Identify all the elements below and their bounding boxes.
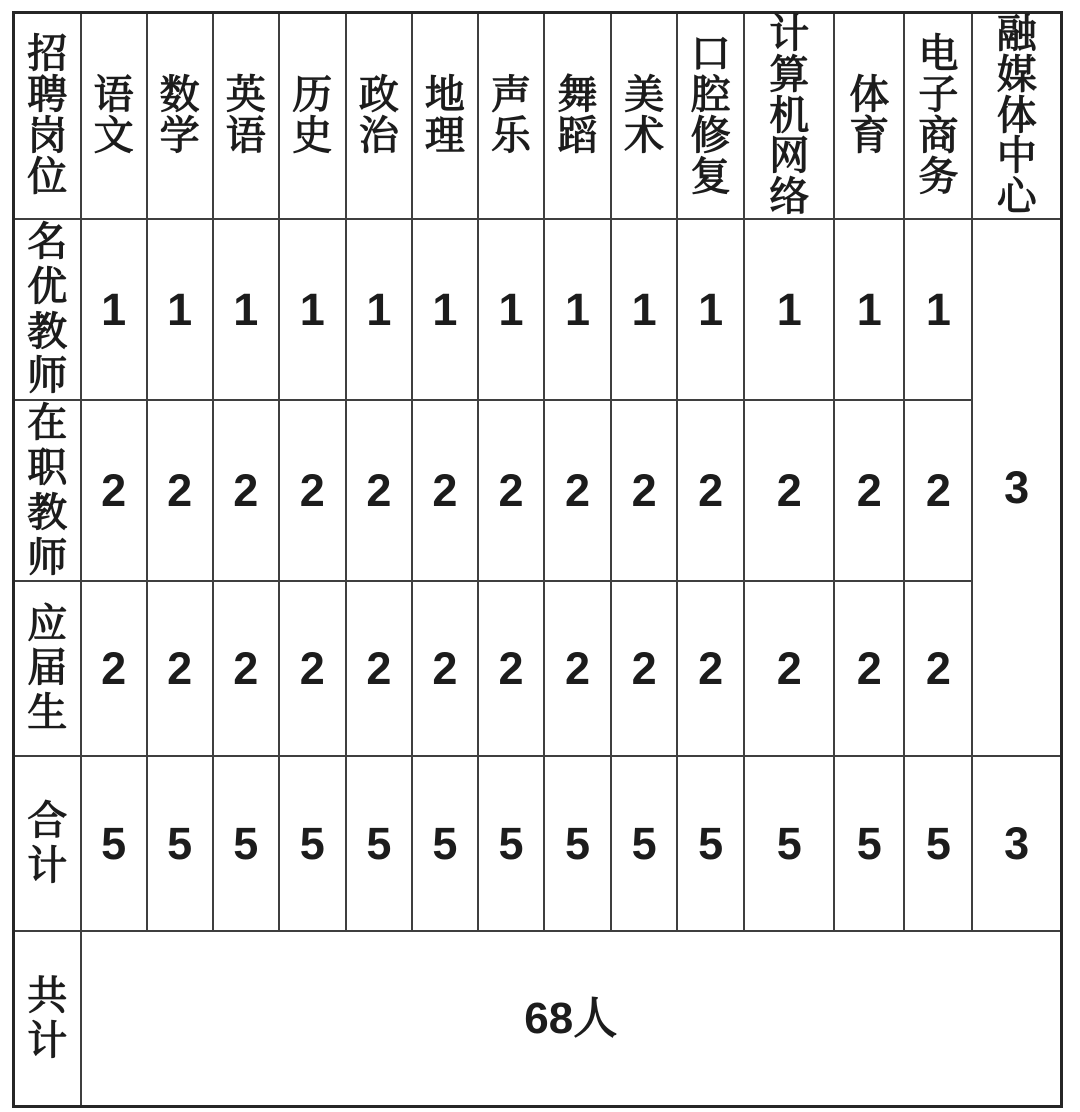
cell-value: 2 (834, 581, 904, 756)
cell-media-center-total: 3 (972, 756, 1061, 931)
row-label-cell: 在职教师 (14, 400, 81, 581)
cell-value: 1 (412, 219, 478, 400)
corner-header-label: 招聘岗位 (27, 32, 68, 199)
cell-media-center-merged: 3 (972, 219, 1061, 756)
column-header-kouqiangxiufu: 口腔修复 (677, 13, 744, 219)
cell-value: 5 (81, 756, 147, 931)
cell-value: 5 (147, 756, 213, 931)
column-header-yuwen: 语文 (81, 13, 147, 219)
cell-value: 2 (834, 400, 904, 581)
cell-value: 2 (904, 400, 972, 581)
row-zaizhi-jiaoshi (14, 400, 1062, 581)
cell-value: 2 (147, 400, 213, 581)
cell-value: 2 (478, 581, 544, 756)
cell-value: 2 (279, 400, 346, 581)
cell-value: 1 (213, 219, 279, 400)
cell-value: 2 (346, 581, 412, 756)
row-yingjiesheng (14, 581, 1062, 756)
cell-value: 5 (346, 756, 412, 931)
row-label-cell: 共计 (14, 931, 81, 1106)
cell-value: 2 (677, 581, 744, 756)
row-label-cell: 名优教师 (14, 219, 81, 400)
cell-value: 2 (611, 400, 677, 581)
cell-value: 5 (611, 756, 677, 931)
cell-value: 1 (611, 219, 677, 400)
cell-value: 2 (677, 400, 744, 581)
row-heji (14, 756, 1062, 931)
cell-value: 5 (834, 756, 904, 931)
cell-value: 1 (834, 219, 904, 400)
header-row (14, 13, 1062, 219)
cell-value: 2 (213, 400, 279, 581)
cell-value: 1 (744, 219, 834, 400)
column-header-zhengzhi: 政治 (346, 13, 412, 219)
column-header-dianzishangwu: 电子商务 (904, 13, 972, 219)
cell-value: 1 (478, 219, 544, 400)
column-header-rongmeitizhongxin: 融媒体中心 (972, 13, 1061, 219)
cell-value: 2 (544, 581, 611, 756)
row-label-cell: 合计 (14, 756, 81, 931)
cell-value: 2 (478, 400, 544, 581)
cell-value: 1 (81, 219, 147, 400)
cell-value: 2 (213, 581, 279, 756)
cell-value: 2 (147, 581, 213, 756)
cell-value: 1 (346, 219, 412, 400)
cell-value: 2 (412, 400, 478, 581)
cell-value: 5 (213, 756, 279, 931)
column-header-meishu: 美术 (611, 13, 677, 219)
corner-header-cell (14, 13, 81, 219)
cell-value: 5 (744, 756, 834, 931)
row-label-cell: 应届生 (14, 581, 81, 756)
cell-value: 2 (744, 400, 834, 581)
column-header-jisuanjiwangluo: 计算机网络 (744, 13, 834, 219)
column-header-shengyue: 声乐 (478, 13, 544, 219)
cell-value: 5 (412, 756, 478, 931)
cell-value: 5 (544, 756, 611, 931)
row-mingyou-jiaoshi (14, 219, 1062, 400)
cell-value: 2 (544, 400, 611, 581)
row-gongji (14, 931, 1062, 1106)
cell-value: 2 (611, 581, 677, 756)
cell-value: 1 (677, 219, 744, 400)
cell-value: 2 (279, 581, 346, 756)
cell-value: 2 (412, 581, 478, 756)
column-header-lishi: 历史 (279, 13, 346, 219)
column-header-yingyu: 英语 (213, 13, 279, 219)
column-header-tiyu: 体育 (834, 13, 904, 219)
cell-value: 5 (904, 756, 972, 931)
cell-value: 2 (904, 581, 972, 756)
cell-value: 2 (81, 400, 147, 581)
recruitment-quota-table (12, 11, 1063, 1108)
cell-value: 5 (279, 756, 346, 931)
cell-value: 1 (544, 219, 611, 400)
cell-value: 1 (279, 219, 346, 400)
column-header-shuxue: 数学 (147, 13, 213, 219)
cell-value: 5 (478, 756, 544, 931)
cell-value: 2 (81, 581, 147, 756)
column-header-dili: 地理 (412, 13, 478, 219)
cell-value: 2 (346, 400, 412, 581)
cell-value: 2 (744, 581, 834, 756)
cell-value: 1 (904, 219, 972, 400)
cell-value: 5 (677, 756, 744, 931)
column-header-wudao: 舞蹈 (544, 13, 611, 219)
cell-value: 1 (147, 219, 213, 400)
grand-total-cell: 68人 (81, 931, 1062, 1106)
